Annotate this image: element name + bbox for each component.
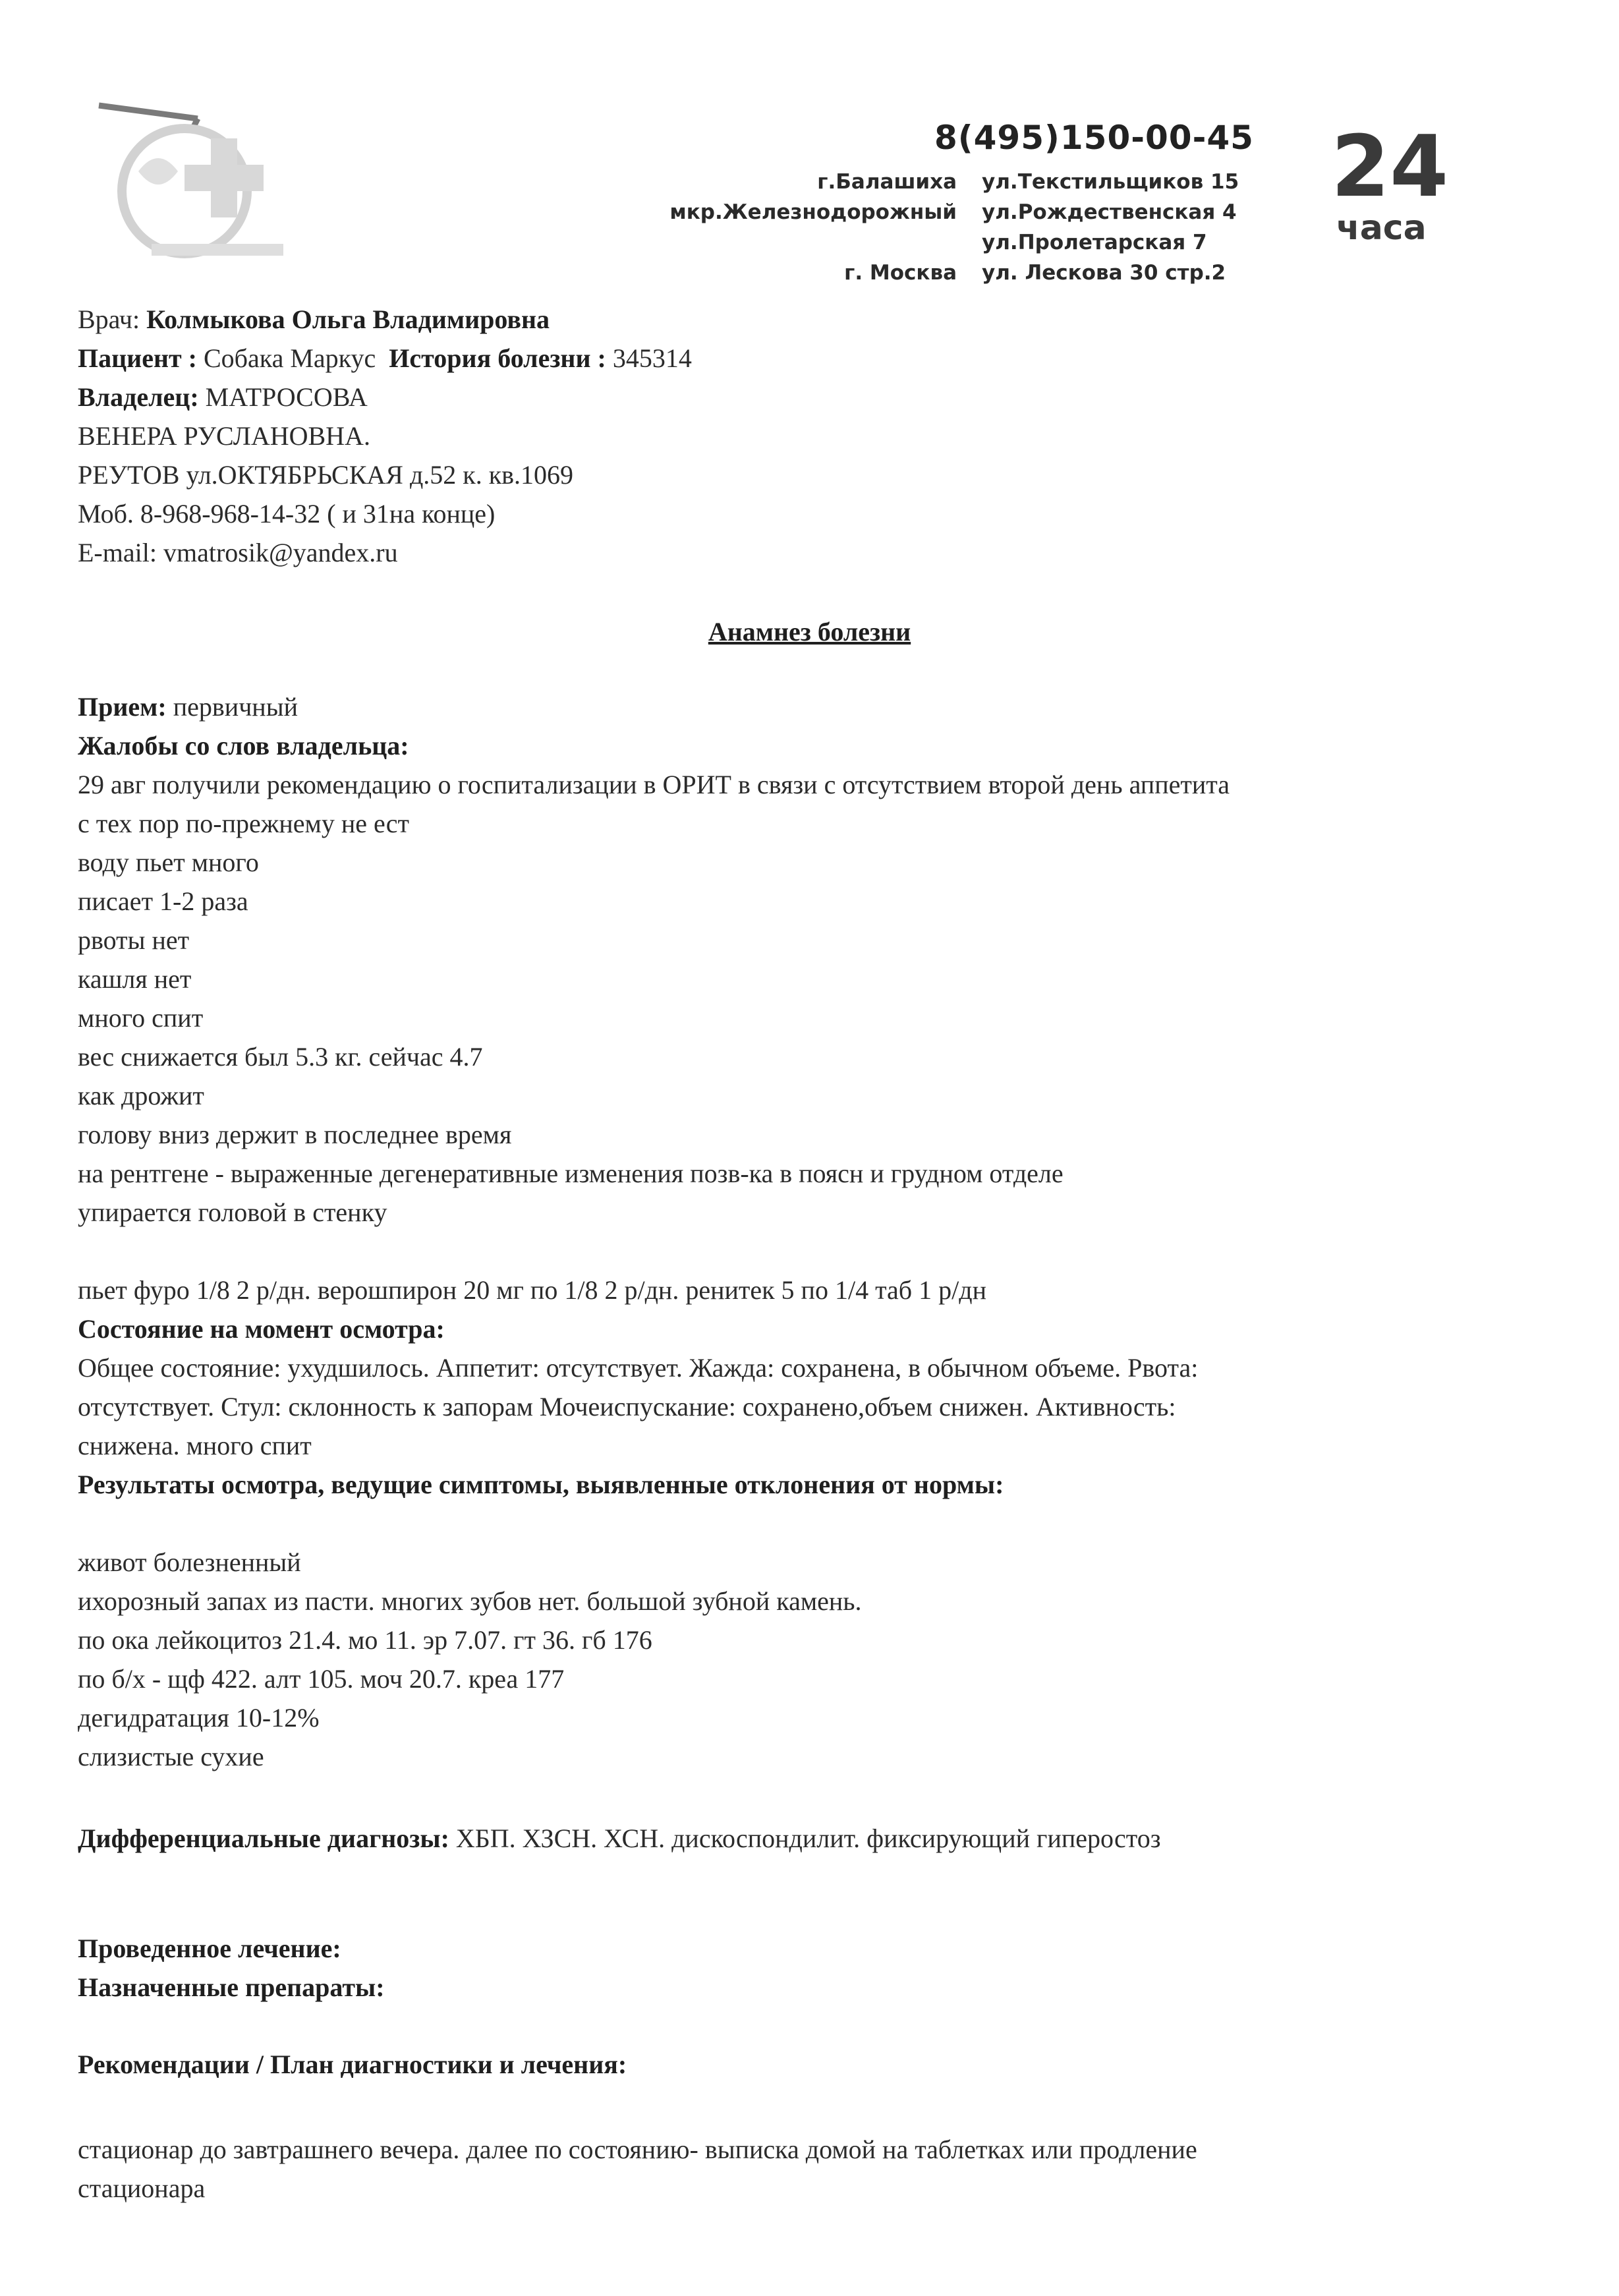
drugs-label: Назначенные препараты: [78, 1972, 385, 2002]
patient-label: Пациент : [78, 343, 197, 373]
owner-line [78, 381, 368, 414]
anamnesis-heading: Анамнез болезни [708, 617, 911, 646]
doctor-name: Колмыкова Ольга Владимировна [146, 304, 550, 334]
address-city: г. Москва [844, 261, 957, 285]
complaint-line: кашля нет [78, 964, 192, 994]
complaint-line: воду пьет много [78, 847, 259, 877]
owner-address: РЕУТОВ ул.ОКТЯБРЬСКАЯ д.52 к. кв.1069 [78, 460, 574, 490]
result-line: слизистые сухие [78, 1742, 264, 1771]
treatment-label: Проведенное лечение: [78, 1934, 341, 1963]
diff-diagnosis-label: Дифференциальные диагнозы: [78, 1823, 449, 1853]
owner-email: E-mail: vmatrosik@yandex.ru [78, 538, 398, 567]
owner-mobile: Моб. 8-968-968-14-32 ( и 31на конце) [78, 499, 496, 529]
patient-value: Собака Маркус [203, 343, 376, 373]
result-line: живот болезненный [78, 1547, 301, 1577]
history-value: 345314 [612, 343, 692, 373]
visit-line [78, 691, 298, 724]
complaint-line: рвоты нет [78, 925, 190, 955]
complaint-line: вес снижается был 5.3 кг. сейчас 4.7 [78, 1042, 483, 1072]
patient-line [78, 342, 692, 375]
complaint-line: голову вниз держит в последнее время [78, 1120, 512, 1149]
complaints-label: Жалобы со слов владельца: [78, 731, 409, 761]
address-street: ул.Рождественская 4 [982, 200, 1237, 224]
clinic-cross-logo-icon [92, 92, 303, 277]
results-label: Результаты осмотра, ведущие симптомы, выявленные отклонения от нормы: [78, 1470, 1004, 1499]
diff-diagnosis-line [78, 1822, 1161, 1855]
visit-label: Прием: [78, 692, 167, 722]
address-street: ул.Текстильщиков 15 [982, 170, 1239, 194]
address-city: г.Балашиха [817, 170, 957, 194]
doctor-label: Врач: [78, 304, 140, 334]
doctor-line [78, 303, 550, 336]
plan-line: стационар до завтрашнего вечера. далее по состоянию- выписка домой на таблетках или продление [78, 2135, 1197, 2164]
state-line: отсутствует. Стул: склонность к запорам Мочеиспускание: сохранено,объем снижен. Активность: [78, 1392, 1176, 1421]
result-line: по б/х - щф 422. алт 105. моч 20.7. креа 177 [78, 1664, 565, 1694]
diff-diagnosis-value: ХБП. ХЗСН. ХСН. дискоспондилит. фиксирующий гиперостоз [455, 1823, 1161, 1853]
complaint-line: 29 авг получили рекомендацию о госпитализации в ОРИТ в связи с отсутствием второй день аппетита [78, 770, 1230, 799]
plan-line: стационара [78, 2173, 206, 2203]
complaint-line: упирается головой в стенку [78, 1197, 387, 1227]
address-city: мкр.Железнодорожный [669, 200, 957, 224]
visit-value: первичный [173, 692, 298, 722]
history-label: История болезни : [389, 343, 606, 373]
hours-badge-word: часа [1336, 208, 1427, 248]
complaint-line: как дрожит [78, 1081, 204, 1110]
result-line: ихорозный запах из пасти. многих зубов нет. большой зубной камень. [78, 1586, 862, 1616]
owner-label: Владелец: [78, 382, 199, 412]
plan-label: Рекомендации / План диагностики и лечения: [78, 2050, 627, 2079]
state-line: Общее состояние: ухудшилось. Аппетит: отсутствует. Жажда: сохранена, в обычном объеме. Рвота: [78, 1353, 1199, 1383]
result-line: дегидратация 10-12% [78, 1703, 320, 1733]
complaint-line: на рентгене - выраженные дегенеративные изменения позв-ка в поясн и грудном отделе [78, 1159, 1064, 1188]
complaint-line: с тех пор по-прежнему не ест [78, 809, 410, 838]
address-street: ул. Лескова 30 стр.2 [982, 261, 1226, 285]
complaint-line: много спит [78, 1003, 204, 1033]
owner-name: ВЕНЕРА РУСЛАНОВНА. [78, 421, 370, 451]
clinic-phone: 8(495)150-00-45 [934, 119, 1254, 157]
result-line: по ока лейкоцитоз 21.4. мо 11. эр 7.07. гт 36. гб 176 [78, 1625, 652, 1655]
state-label: Состояние на момент осмотра: [78, 1314, 445, 1344]
hours-badge-number: 24 [1331, 118, 1449, 216]
state-line: снижена. много спит [78, 1431, 312, 1460]
owner-surname: МАТРОСОВА [205, 382, 368, 412]
medication-line: пьет фуро 1/8 2 р/дн. верошпирон 20 мг по 1/8 2 р/дн. ренитек 5 по 1/4 таб 1 р/дн [78, 1275, 987, 1305]
complaint-line: писает 1-2 раза [78, 886, 248, 916]
address-street: ул.Пролетарская 7 [982, 231, 1207, 254]
